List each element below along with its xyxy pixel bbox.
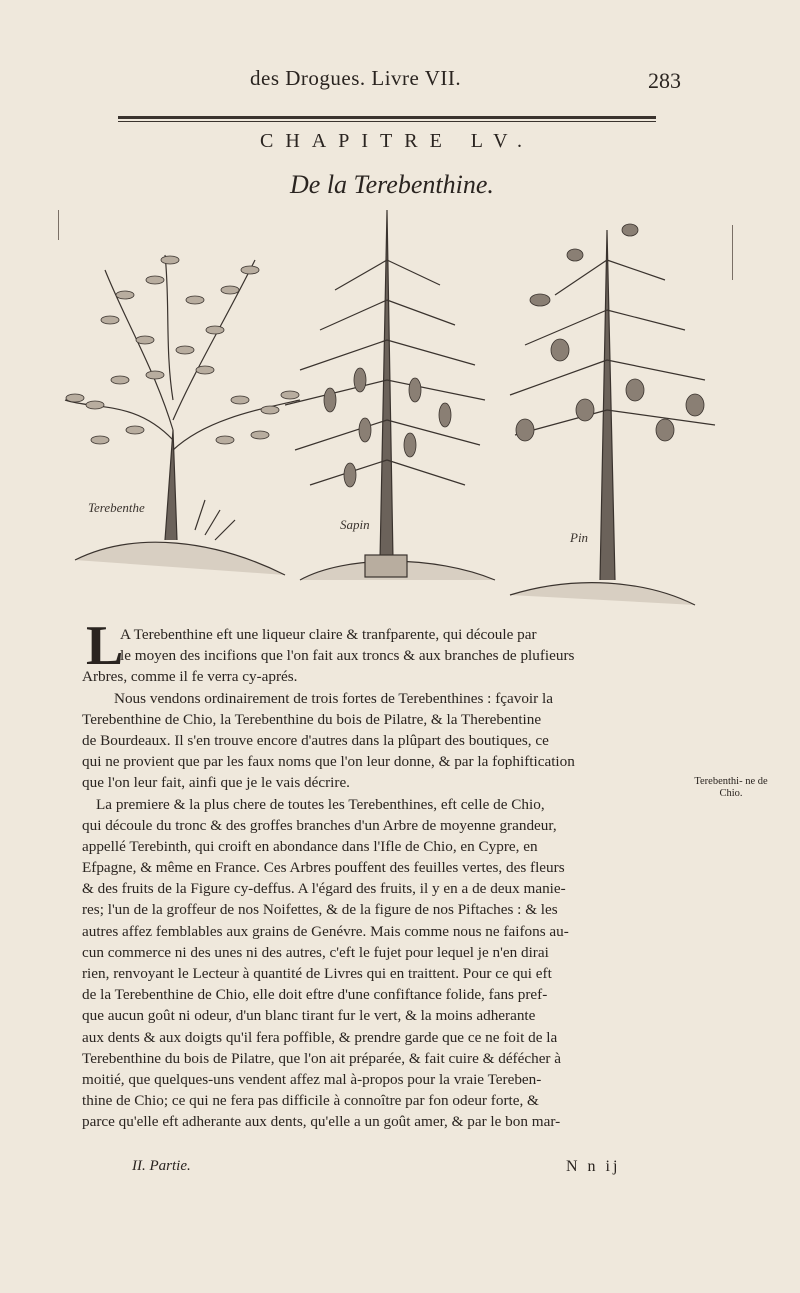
text-line: Nous vendons ordinairement de trois fortes de Terebenthines : fçavoir la — [114, 689, 553, 707]
text-line: A Terebenthine eft une liqueur claire & tranfparente, qui découle par — [120, 626, 537, 643]
running-title: des Drogues. Livre VII. — [250, 66, 462, 90]
pin-tree — [510, 224, 715, 605]
label-sapin: Sapin — [340, 517, 370, 532]
text-line: Arbres, comme il fe verra cy-aprés. — [82, 668, 298, 686]
chapter-title: De la Terebenthine. — [290, 170, 494, 199]
text-line: moitié, que quelques-uns vendent affez mal à-propos pour la vraie Tereben- — [82, 1070, 542, 1088]
text-line: Terebenthine du bois de Pilatre, que l'on ait préparée, & fait cuire & défécher à — [82, 1049, 562, 1067]
header-rule-thin — [118, 121, 656, 122]
text-line: qui ne provient que par les faux noms que l'on leur donne, & par la fophiftication — [82, 753, 575, 771]
label-terebenthe: Terebenthe — [88, 500, 145, 515]
header-rule-thick — [118, 116, 656, 119]
tree-engraving — [55, 200, 735, 620]
text-line: Efpagne, & même en France. Ces Arbres pouffent des feuilles vertes, des fleurs — [82, 859, 565, 877]
part-label: II. Partie. — [132, 1158, 191, 1174]
text-line: cun commerce ni des unes ni des autres, c'eft le fujet pour lequel je n'en dirai — [82, 943, 549, 961]
text-line: parce qu'elle eft adherante aux dents, qu'elle a un goût amer, & par le bon mar- — [82, 1113, 561, 1131]
drop-cap: L — [86, 615, 124, 677]
text-line: appellé Terebinth, qui croift en abondance dans l'Ifle de Chio, en Cypre, en — [82, 837, 538, 855]
page-number: 283 — [648, 68, 681, 93]
label-pin: Pin — [570, 530, 589, 545]
body-text — [82, 615, 682, 1133]
text-line: res; l'un de la groffeur de nos Noifettes, & de la figure de nos Piftaches : & les — [82, 901, 558, 919]
text-line: de Bourdeaux. Il s'en trouve encore d'autres dans la plûpart des boutiques, ce — [82, 731, 549, 749]
text-line: La premiere & la plus chere de toutes les Terebenthines, eft celle de Chio, — [96, 795, 545, 813]
signature-mark: N n ij — [566, 1158, 621, 1175]
text-line: de la Terebenthine de Chio, elle doit eftre d'une confiftance folide, fans pref- — [82, 986, 548, 1004]
text-line: thine de Chio; ce qui ne fera pas difficile à connoître par fon odeur forte, & — [82, 1092, 539, 1110]
text-line: rien, renvoyant le Lecteur à quantité de Livres qui en traittent. Pour ce qui eft — [82, 965, 552, 982]
text-line: & des fruits de la Figure cy-deffus. A l'égard des fruits, il y en a de deux manie- — [82, 880, 566, 898]
text-line: que l'on leur fait, ainfi que je le vais décrire. — [82, 774, 350, 792]
terebenthe-tree — [65, 255, 300, 575]
text-line: aux dents & aux doigts qu'il fera poffible, & prendre garde que ce ne foit de la — [82, 1028, 558, 1046]
text-line: autres affez femblables aux grains de Genévre. Mais comme nous ne faifons au- — [82, 922, 569, 940]
sapin-tree — [285, 210, 495, 580]
text-line: qui découle du tronc & des groffes branches d'un Arbre de moyenne grandeur, — [82, 816, 557, 834]
text-line: que aucun goût ni odeur, d'un blanc tirant fur le vert, & la moins adherante — [82, 1007, 536, 1025]
margin-note: Terebenthi- ne de Chio. — [694, 776, 768, 799]
chapter-number: CHAPITRE LV. — [260, 130, 535, 152]
text-line: Terebenthine de Chio, la Terebenthine du bois de Pilatre, & la Therebentine — [82, 710, 542, 728]
text-line: le moyen des incifions que l'on fait aux troncs & aux branches de plufieurs — [120, 647, 575, 665]
